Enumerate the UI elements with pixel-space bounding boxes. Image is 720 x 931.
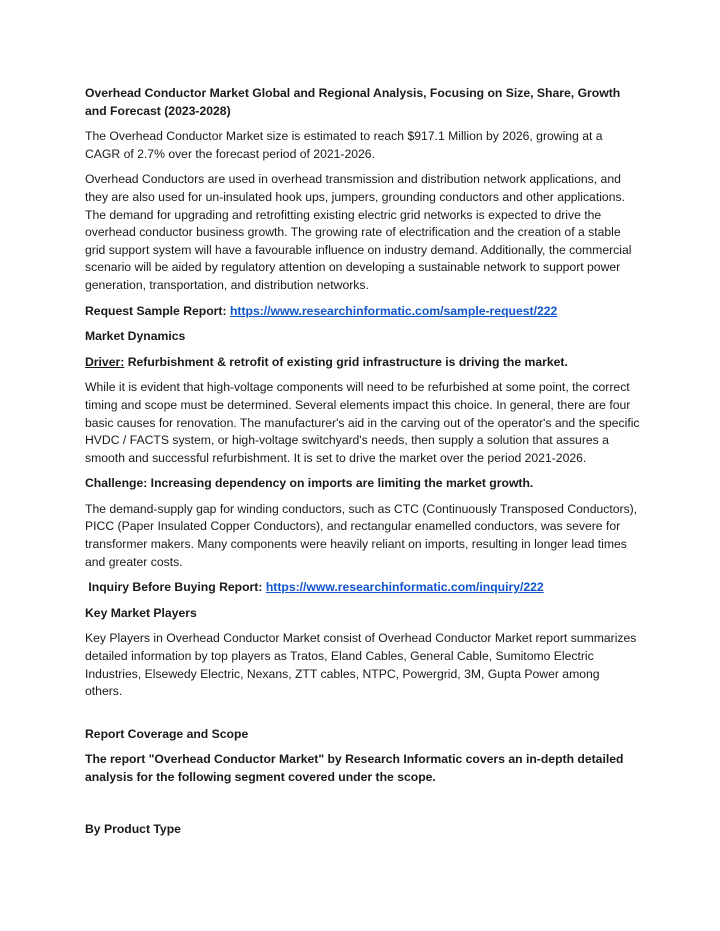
driver-paragraph: While it is evident that high-voltage components will need to be refurbished at some point, the correct timing and scope must be determined. Several elements impact this choice. In general, there are four basic causes for renovation. The manufacturer's aid in the carving out of the operator's and the specific HVDC / FACTS system, or high-voltage switchyard's needs, then supply a solution that assures a smooth and successful refurbishment. It is set to drive the market over the period 2021-2026. [85, 380, 640, 465]
driver-text: Refurbishment & retrofit of existing grid infrastructure is driving the market. [127, 354, 568, 369]
challenge-heading: Challenge: Increasing dependency on imports are limiting the market growth. [85, 476, 534, 491]
sample-report-label: Request Sample Report: [85, 303, 227, 318]
driver-line [85, 354, 640, 372]
spacer [85, 709, 640, 726]
inquiry-report-label: Inquiry Before Buying Report: [88, 580, 263, 595]
overview-paragraph: Overhead Conductors are used in overhead transmission and distribution network applications, and they are also used for un-insulated hook ups, jumpers, grounding conductors and other applications. The demand for upgrading and retrofitting existing electric grid networks is expected to drive the overhead conductor business growth. The growing rate of electrification and the creation of a stable grid support system will have a favourable influence on industry demand. Additionally, the commercial scenario will be aided by regulatory attention on developing a sustainable network to support power generation, transportation, and distribution networks. [85, 172, 632, 292]
inquiry-report-line [85, 579, 640, 597]
coverage-heading: Report Coverage and Scope [85, 726, 249, 741]
product-type-heading: By Product Type [85, 821, 181, 836]
driver-label: Driver: [85, 354, 125, 369]
document-title: Overhead Conductor Market Global and Regional Analysis, Focusing on Size, Share, Growth and Forecast (2023-2028) [85, 86, 621, 118]
coverage-paragraph: The report "Overhead Conductor Market" by Research Informatic covers an in-depth detailed analysis for the following segment covered under the scope. [85, 752, 624, 784]
sample-report-line [85, 303, 640, 321]
inquiry-report-link[interactable]: https://www.researchinformatic.com/inquiry/222 [265, 580, 544, 595]
challenge-paragraph: The demand-supply gap for winding conductors, such as CTC (Continuously Transposed Conductors), PICC (Paper Insulated Copper Conductors), and rectangular enamelled conductors, was severe for transformer makers. Many components were heavily reliant on imports, resulting in longer lead times and greater costs. [85, 501, 638, 569]
market-dynamics-heading: Market Dynamics [85, 329, 186, 344]
sample-report-link[interactable]: https://www.researchinformatic.com/sample-request/222 [229, 303, 558, 318]
spacer [85, 795, 640, 821]
key-players-heading: Key Market Players [85, 605, 197, 620]
intro-paragraph: The Overhead Conductor Market size is estimated to reach $917.1 Million by 2026, growing at a CAGR of 2.7% over the forecast period of 2021-2026. [85, 129, 603, 161]
key-players-paragraph: Key Players in Overhead Conductor Market consist of Overhead Conductor Market report summarizes detailed information by top players as Tratos, Eland Cables, General Cable, Sumitomo Electric Industries, Elsewedy Electric, Nexans, ZTT cables, NTPC, Powergrid, 3M, Gupta Power among others. [85, 631, 637, 699]
